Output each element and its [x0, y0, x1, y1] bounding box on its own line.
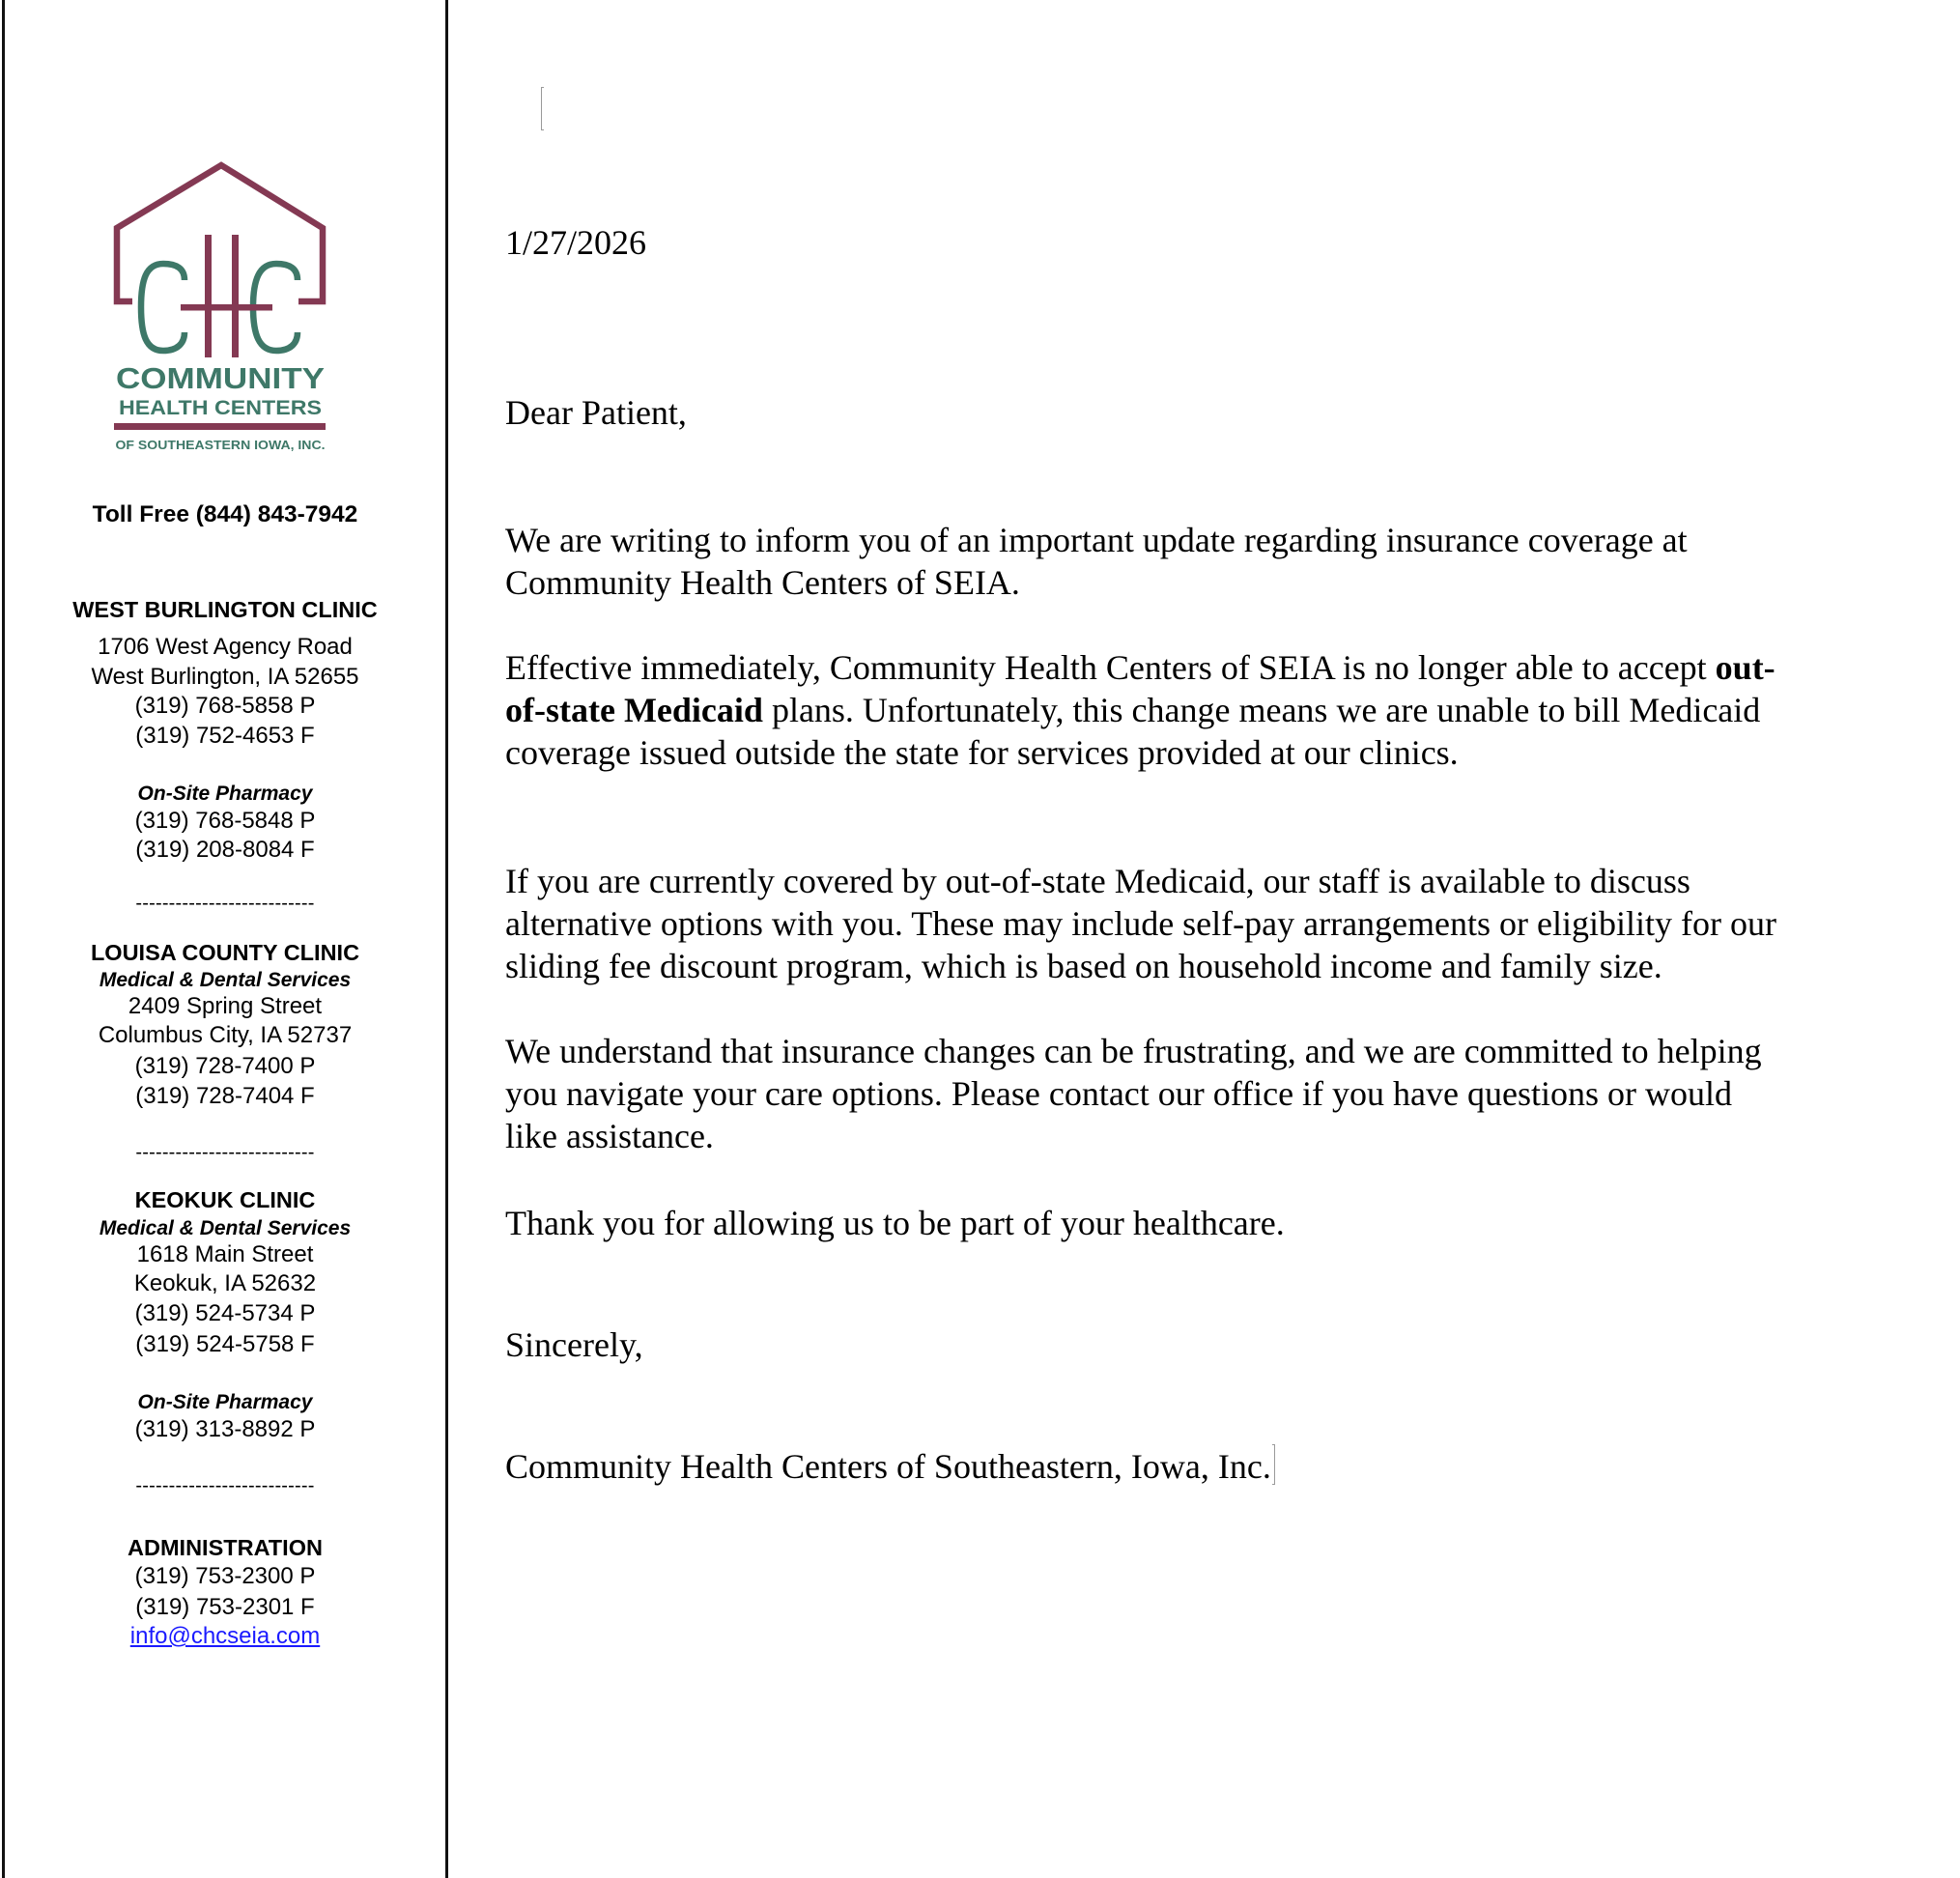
- louisa-county-address-2: Columbus City, IA 52737: [98, 1022, 353, 1048]
- administration-fax: (319) 753-2301 F: [135, 1594, 315, 1620]
- letter-salutation: Dear Patient,: [505, 393, 687, 432]
- administration-email: [5, 1622, 445, 1651]
- paragraph-2-text: plans. Unfortunately, this change means we are unable to bill Medicaid: [762, 691, 1761, 729]
- logo-text-health-centers: HEALTH CENTERS: [119, 397, 322, 419]
- letter-closing: Sincerely,: [505, 1325, 643, 1364]
- text-boundary-end-mark: [1272, 1444, 1275, 1485]
- west-burlington-pharmacy-phone: (319) 768-5848 P: [134, 808, 316, 834]
- chc-logo: [5, 0, 445, 464]
- west-burlington-phone: (319) 768-5858 P: [134, 693, 316, 719]
- monogram-bar-right: [232, 235, 239, 357]
- paragraph-2-line-1: [505, 646, 1775, 689]
- paragraph-1-line-2: Community Health Centers of SEIA.: [505, 563, 1020, 602]
- letterhead-sidebar: [5, 0, 445, 1878]
- letter-signature: Community Health Centers of Southeastern, Iowa, Inc.: [505, 1447, 1271, 1486]
- monogram-bar-left: [205, 235, 212, 357]
- administration-heading: ADMINISTRATION: [128, 1535, 323, 1560]
- keokuk-address-2: Keokuk, IA 52632: [133, 1270, 317, 1296]
- keokuk-phone: (319) 524-5734 P: [134, 1300, 316, 1326]
- louisa-county-services: Medical & Dental Services: [99, 969, 352, 991]
- paragraph-2-text: Effective immediately, Community Health Centers of SEIA is no longer able to accept: [505, 648, 1716, 687]
- paragraph-4-line-2: you navigate your care options. Please contact our office if you have questions or would: [505, 1074, 1732, 1113]
- paragraph-2-line-3: coverage issued outside the state for services provided at our clinics.: [505, 733, 1459, 772]
- keokuk-fax: (319) 524-5758 F: [135, 1331, 315, 1357]
- paragraph-2-bold-text: out-: [1715, 648, 1775, 687]
- house-outline: [117, 165, 323, 301]
- logo-underline-bar: [114, 423, 326, 430]
- letter-date: 1/27/2026: [505, 223, 647, 262]
- west-burlington-fax: (319) 752-4653 F: [135, 723, 315, 749]
- keokuk-services: Medical & Dental Services: [99, 1217, 352, 1239]
- paragraph-3-line-3: sliding fee discount program, which is based on household income and family size.: [505, 947, 1662, 985]
- paragraph-2-line-2: [505, 689, 1760, 731]
- paragraph-4-line-3: like assistance.: [505, 1117, 714, 1155]
- logo-text-of-southeastern-iowa: OF SOUTHEASTERN IOWA, INC.: [115, 439, 326, 452]
- sidebar-divider: [445, 0, 448, 1878]
- monogram-left-c: [141, 264, 185, 351]
- keokuk-address-1: 1618 Main Street: [136, 1241, 314, 1267]
- monogram-crossbar: [181, 304, 272, 311]
- paragraph-5: Thank you for allowing us to be part of your healthcare.: [505, 1204, 1285, 1242]
- logo-text-community: COMMUNITY: [116, 361, 326, 395]
- keokuk-pharmacy-phone: (319) 313-8892 P: [134, 1416, 316, 1442]
- louisa-county-fax: (319) 728-7404 F: [135, 1083, 315, 1109]
- paragraph-4-line-1: We understand that insurance changes can be frustrating, and we are committed to helping: [505, 1032, 1762, 1070]
- text-boundary-corner-mark: [541, 87, 544, 130]
- clinic-name-louisa-county: LOUISA COUNTY CLINIC: [90, 940, 360, 965]
- louisa-county-phone: (319) 728-7400 P: [134, 1053, 316, 1079]
- keokuk-pharmacy-label: On-Site Pharmacy: [137, 1391, 313, 1413]
- west-burlington-address-1: 1706 West Agency Road: [98, 634, 353, 660]
- separator: ---------------------------: [135, 1475, 315, 1496]
- separator: ---------------------------: [135, 1142, 315, 1163]
- email-link[interactable]: info@chcseia.com: [129, 1623, 321, 1649]
- west-burlington-address-2: West Burlington, IA 52655: [91, 664, 359, 690]
- toll-free-number: Toll Free (844) 843-7942: [92, 501, 358, 527]
- separator: ---------------------------: [135, 893, 315, 914]
- louisa-county-address-1: 2409 Spring Street: [128, 993, 323, 1019]
- administration-phone: (319) 753-2300 P: [134, 1563, 316, 1589]
- paragraph-1-line-1: We are writing to inform you of an important update regarding insurance coverage at: [505, 521, 1688, 559]
- west-burlington-pharmacy-fax: (319) 208-8084 F: [135, 837, 315, 863]
- clinic-name-west-burlington: WEST BURLINGTON CLINIC: [72, 597, 378, 622]
- chc-logo-graphic: [5, 0, 445, 464]
- west-burlington-pharmacy-label: On-Site Pharmacy: [137, 782, 313, 805]
- paragraph-3-line-2: alternative options with you. These may include self-pay arrangements or eligibility for our: [505, 904, 1776, 943]
- paragraph-3-line-1: If you are currently covered by out-of-state Medicaid, our staff is available to discuss: [505, 862, 1690, 900]
- paragraph-2-bold-text: of-state Medicaid: [505, 691, 763, 729]
- clinic-name-keokuk: KEOKUK CLINIC: [134, 1187, 316, 1212]
